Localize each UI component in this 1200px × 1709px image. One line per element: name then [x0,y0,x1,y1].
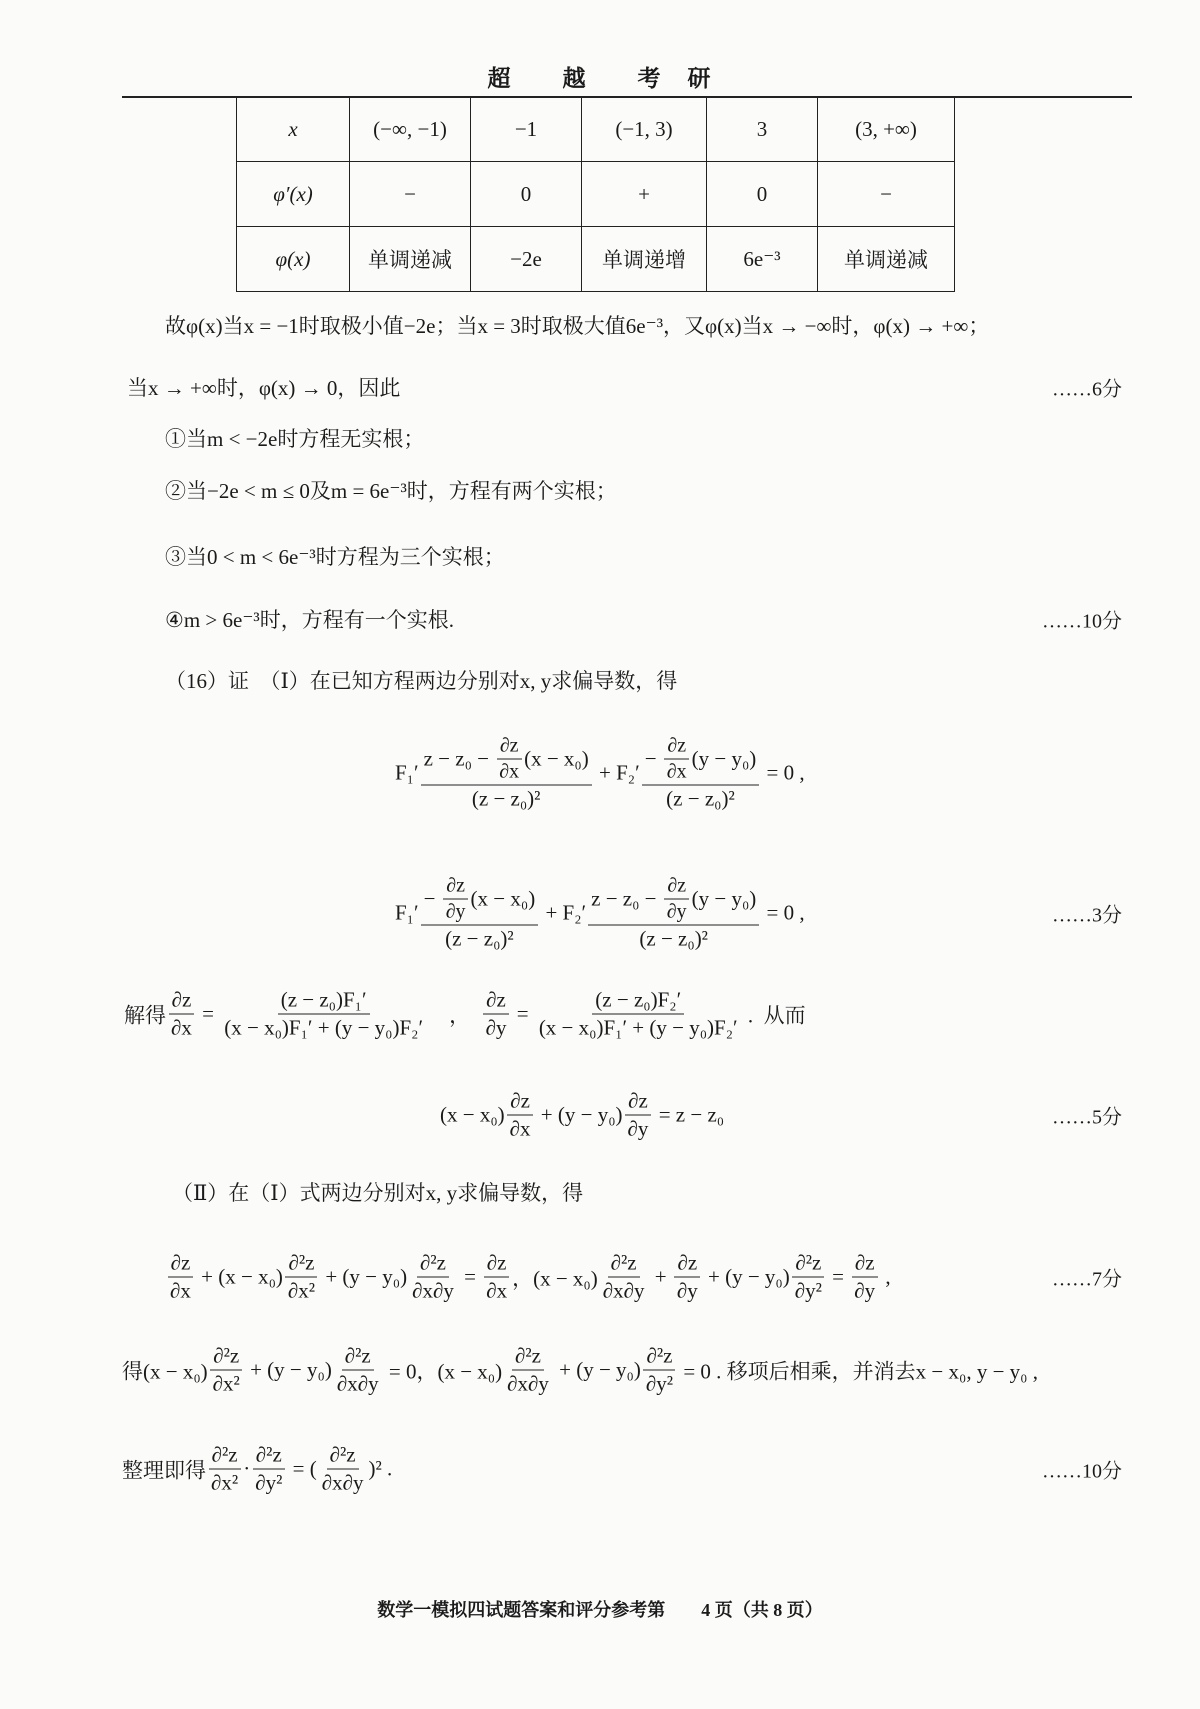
text-run: ∂²z [211,1442,238,1467]
numerator [421,735,592,786]
table-cell: 6e⁻³ [707,227,818,292]
text-run: ∂x² [211,1470,239,1495]
fraction [483,1251,510,1304]
variation-table [236,96,955,292]
text-run: = 0 . 移项后相乘，并消去x − x₀, y − y₀ , [678,1359,1038,1383]
numerator [664,875,689,900]
table-cell: 单调递减 [350,227,471,292]
denominator [643,1371,676,1397]
fraction [504,1344,552,1397]
solution-line [165,604,454,634]
denominator [334,1371,382,1397]
solution-line [165,1251,891,1304]
denominator [664,760,690,784]
text-run: ∂z [510,1088,530,1113]
text-run: ∂z [486,987,506,1012]
text-run: (x − x₀)F₁′ + (y − y₀)F₂′ [538,1015,738,1040]
text-run: ∂²z [344,1343,371,1368]
text-run: (y − y₀) [691,746,757,771]
text-run: (z − z₀)² [445,926,514,951]
text-run: (z − z₀)F₁′ [280,987,367,1012]
denominator [664,900,690,924]
text-run: ∂z [677,1250,698,1275]
denominator [210,1371,243,1397]
text-run: F₁′ [395,900,419,925]
numerator [643,1344,675,1371]
numerator [209,1443,241,1470]
text-run: + (y − y₀) [553,1357,641,1382]
text-run: ∂y² [645,1371,674,1396]
text-run: (y − y₀) [691,886,757,911]
fraction [319,1443,367,1496]
fraction [443,875,469,924]
denominator [409,1278,457,1304]
text-run: = [826,1264,850,1289]
text-run: ∂²z [646,1343,673,1368]
text-run: ∂²z [514,1343,541,1368]
fraction [507,1089,534,1142]
text-run: ∂²z [288,1250,315,1275]
text-run: （Ⅱ）在（Ⅰ）式两边分别对x, y求偏导数，得 [172,1181,584,1205]
numerator [608,1251,640,1278]
solution-line [165,475,617,505]
solution-line [165,665,677,695]
denominator [443,900,469,924]
text-run: ∂x [509,1116,531,1141]
table-cell: 0 [471,162,582,227]
text-run: ∂x [666,760,687,783]
denominator [469,786,544,812]
text-run: ∂z [667,734,687,757]
fraction [252,1443,285,1496]
numerator [285,1251,317,1278]
text-run: , [880,1264,891,1289]
text-run: = 0 , [761,760,805,785]
text-run: = [458,1264,482,1289]
text-run: ∂²z [213,1343,240,1368]
text-run: 整理即得 [122,1458,206,1482]
text-run: 当x → +∞时，φ(x) → 0，因此 [127,376,401,400]
text-run: (x − x₀) [524,746,589,771]
text-run: ， [428,1003,481,1027]
table-cell: 单调递增 [582,227,707,292]
fraction [664,875,690,924]
numerator [792,1251,824,1278]
table-row [237,162,955,227]
denominator [167,1278,194,1304]
fraction [664,735,690,784]
numerator [588,875,759,926]
text-run: ∂²z [329,1442,356,1467]
text-run: ∂x∂y [321,1470,364,1495]
score-mark: ……5分 [1052,1106,1122,1129]
fraction [851,1251,878,1304]
table-row [237,97,955,162]
text-run: ④m > 6e⁻³时，方程有一个实根. [165,608,454,632]
numerator [664,735,689,760]
denominator [504,1371,552,1397]
text-run: ∂z [667,874,687,897]
text-run: + (y − y₀) [244,1357,332,1382]
row-header-cell: x [237,97,350,162]
text-run: (z − z₀)² [666,786,735,811]
text-run: = z − z₀ [653,1102,725,1127]
row-header-cell: φ′(x) [237,162,350,227]
fraction [421,875,539,952]
text-run: = 0，(x − x₀) [383,1359,503,1383]
text-run: (z − z₀)² [639,926,708,951]
solution-line [122,1344,1038,1397]
denominator [792,1278,825,1304]
text-run: + F₂′ [540,900,587,925]
solution-line [165,423,424,453]
text-run: ∂²z [255,1442,282,1467]
text-run: ∂x∂y [602,1278,645,1303]
solution-line [395,735,805,812]
fraction [600,1251,648,1304]
solution-line [395,875,805,952]
numerator [484,1251,510,1278]
numerator [512,1344,544,1371]
numerator [168,1251,194,1278]
row-header-cell: φ(x) [237,227,350,292]
text-run: (x − x₀) [470,886,536,911]
fraction [588,875,759,952]
text-run: ∂z [854,1250,875,1275]
fraction [167,1251,194,1304]
solution-line [165,541,505,571]
denominator [674,1278,701,1304]
numerator [421,875,539,926]
text-run: ∂z [170,1250,191,1275]
fraction [409,1251,457,1304]
page-header: 超 越 考 研 [487,66,713,91]
denominator [600,1278,648,1304]
text-run: 得(x − x₀) [122,1359,208,1383]
fraction [483,988,510,1041]
fraction [334,1344,382,1397]
text-run: ∂²z [795,1250,822,1275]
numerator [642,735,760,786]
text-run: (z − z₀)F₂′ [595,987,682,1012]
denominator [483,1278,510,1304]
text-run: ∂z [486,1250,507,1275]
text-run: − [644,746,662,771]
fraction [792,1251,825,1304]
numerator [253,1443,285,1470]
text-run: （16）证 （Ⅰ）在已知方程两边分别对x, y求偏导数，得 [165,669,678,693]
table-cell: + [582,162,707,227]
text-run: = ( [287,1456,317,1481]
text-run: ∂x [171,1015,192,1040]
table-cell: − [818,162,955,227]
text-run: + (y − y₀) [535,1102,623,1127]
text-run: ∂y² [794,1278,822,1303]
text-run: ∂x∂y [507,1371,549,1396]
text-run: ∂²z [610,1250,637,1275]
text-run: + (y − y₀) [702,1264,790,1289]
text-run: ∂²z [419,1250,446,1275]
score-mark: ……6分 [1052,378,1122,401]
numerator [852,1251,878,1278]
denominator [319,1470,367,1496]
text-run: ③当0 < m < 6e⁻³时方程为三个实根； [165,545,505,569]
text-run: (z − z₀)² [471,786,541,811]
text-run: ∂x [170,1278,191,1303]
score-mark: ……10分 [1042,1460,1122,1483]
text-run: 解得 [124,1003,166,1027]
table-cell: 3 [707,97,818,162]
numerator [483,988,509,1015]
text-run: ②当−2e < m ≤ 0及m = 6e⁻³时，方程有两个实根； [165,479,617,503]
text-run: ∂y [627,1116,649,1141]
table-row [237,227,955,292]
numerator [342,1344,374,1371]
solution-line [165,310,989,340]
text-run: z − z₀ − [591,886,662,911]
denominator [252,1470,285,1496]
denominator [221,1015,426,1041]
denominator [285,1278,318,1304]
numerator [674,1251,700,1278]
text-run: ∂x∂y [412,1278,454,1303]
text-run: ∂y [854,1278,876,1303]
table-cell: − [350,162,471,227]
numerator [592,988,684,1015]
text-run: ∂z [499,734,519,757]
denominator [536,1015,741,1041]
text-run: − [423,886,441,911]
text-run: = [511,1001,534,1026]
text-run: z − z₀ − [423,746,495,771]
solution-line [440,1089,724,1142]
solution-line [124,988,806,1041]
score-mark: ……7分 [1052,1268,1122,1291]
table-cell: (3, +∞) [818,97,955,162]
text-run: 故φ(x)当x = −1时取极小值−2e；当x = 3时取极大值6e⁻³，又φ(x)当x → −∞时，φ(x) → +∞； [165,314,990,338]
table-cell: (−1, 3) [582,97,707,162]
text-run: ∂x² [212,1371,240,1396]
text-run: (x − x₀)F₁′ + (y − y₀)F₂′ [224,1015,424,1040]
text-run: + (x − x₀) [195,1264,283,1289]
fraction [674,1251,701,1304]
text-run: F₁′ [395,760,419,785]
denominator [625,1116,652,1142]
denominator [663,786,738,812]
text-run: ∂y [485,1015,507,1040]
numerator [417,1251,449,1278]
numerator [210,1344,242,1371]
denominator [483,1015,510,1041]
denominator [442,926,517,952]
fraction [168,988,195,1041]
table-cell: 单调递减 [818,227,955,292]
text-run: ∂x [499,760,520,783]
text-run: ∂z [171,987,192,1012]
text-run: ∂y² [255,1470,283,1495]
fraction [208,1443,241,1496]
numerator [497,735,522,760]
text-run: = 0 , [761,900,805,925]
text-run: ①当m < −2e时方程无实根； [165,427,425,451]
solution-line [172,1177,583,1207]
fraction [496,735,522,784]
denominator [507,1116,534,1142]
numerator [443,875,468,900]
text-run: ∂x [486,1278,508,1303]
fraction [421,735,592,812]
text-run: · [243,1456,251,1481]
denominator [636,926,711,952]
text-run: = [196,1001,220,1026]
table-cell: −1 [471,97,582,162]
table-cell: 0 [707,162,818,227]
numerator [169,988,195,1015]
text-run: ∂y [445,900,466,923]
solution-line [127,372,400,402]
text-run: . 从而 [742,1003,806,1027]
text-run: + F₂′ [593,760,640,785]
solution-line [122,1443,392,1496]
text-run: (x − x₀) [440,1102,505,1127]
text-run: ∂y [676,1278,698,1303]
table-cell: (−∞, −1) [350,97,471,162]
numerator [625,1089,651,1116]
score-mark: ……10分 [1042,610,1122,633]
denominator [851,1278,878,1304]
text-run: ∂x∂y [336,1371,379,1396]
text-run: ，(x − x₀) [512,1266,598,1290]
numerator [507,1089,533,1116]
fraction [536,988,741,1041]
numerator [327,1443,359,1470]
numerator [278,988,370,1015]
table-cell: −2e [471,227,582,292]
fraction [221,988,426,1041]
fraction [643,1344,676,1397]
page-footer: 数学一模拟四试题答案和评分参考第 4 页（共 8 页） [377,1600,823,1620]
fraction [210,1344,243,1397]
fraction [642,735,760,812]
fraction [285,1251,318,1304]
fraction [625,1089,652,1142]
text-run: ∂x² [287,1278,316,1303]
text-run: ∂z [446,874,465,897]
score-mark: ……3分 [1052,904,1122,927]
text-run: ∂z [628,1088,648,1113]
text-run: + (y − y₀) [320,1264,408,1289]
denominator [208,1470,241,1496]
text-run: )² . [368,1456,393,1481]
denominator [168,1015,195,1041]
text-run: + [649,1264,672,1289]
denominator [496,760,522,784]
text-run: ∂y [666,900,687,923]
